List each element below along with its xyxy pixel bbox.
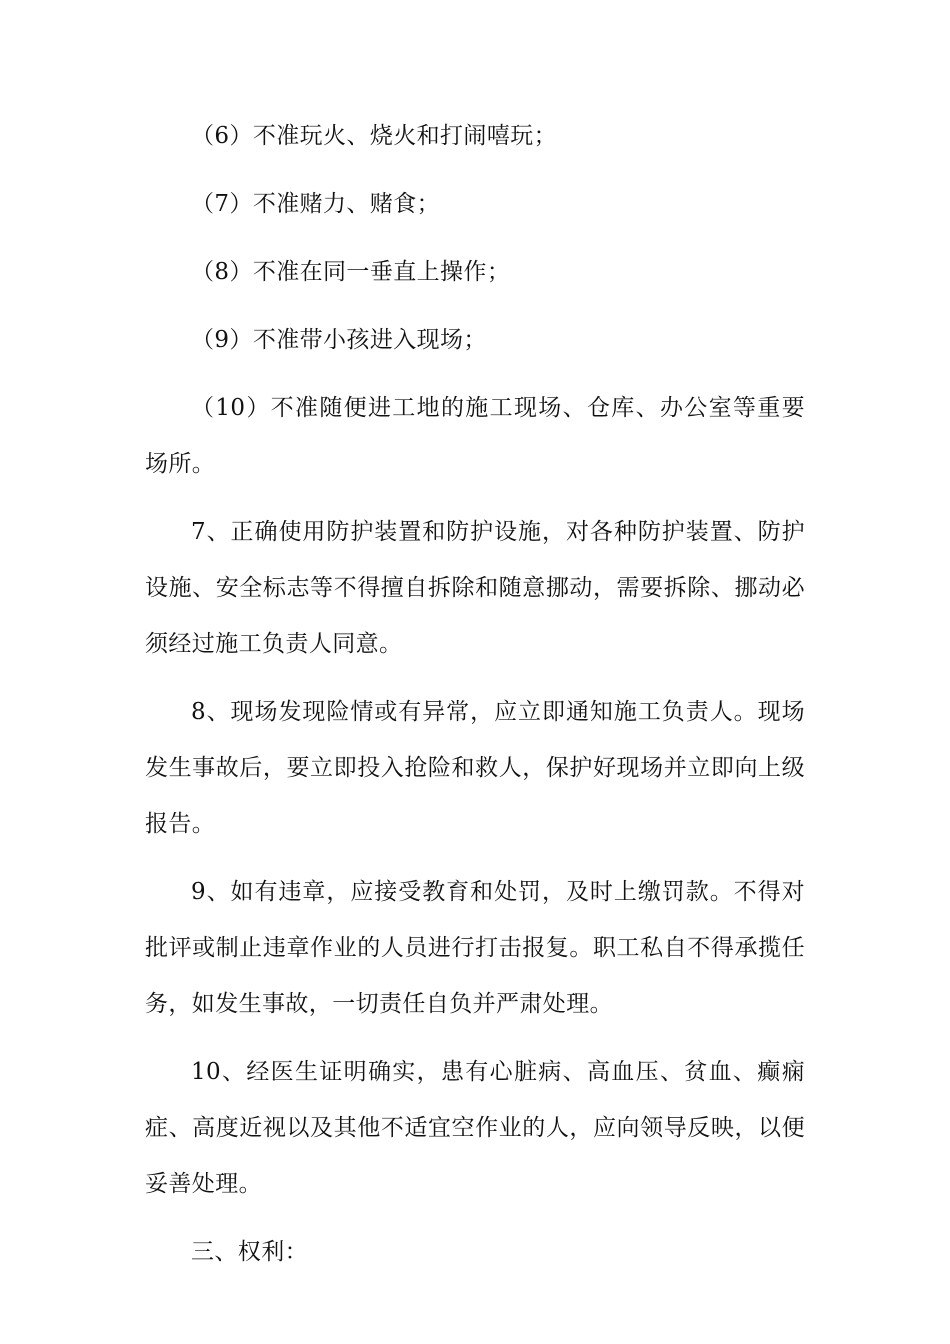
rule-item-8: （8）不准在同一垂直上操作；: [191, 259, 511, 285]
rule-item-10: （10）不准随便进工地的施工现场、仓库、办公室等重要场所。: [145, 395, 805, 477]
section-item-9: 9、如有违章，应接受教育和处罚，及时上缴罚款。不得对批评或制止违章作业的人员进行打击报复。职工私自不得承揽任务，如发生事故，一切责任自负并严肃处理。: [145, 879, 805, 1017]
rule-item-9: （9）不准带小孩进入现场；: [191, 327, 487, 353]
rule-item-6: （6）不准玩火、烧火和打闹嘻玩；: [191, 123, 558, 149]
section-item-8: 8、现场发现险情或有异常，应立即通知施工负责人。现场发生事故后，要立即投入抢险和救人，保护好现场并立即向上级报告。: [145, 699, 805, 837]
section-item-7: 7、正确使用防护装置和防护设施，对各种防护装置、防护设施、安全标志等不得擅自拆除和随意挪动，需要拆除、挪动必须经过施工负责人同意。: [145, 519, 805, 657]
document-body: [145, 108, 805, 1280]
section-heading-rights: 三、权利：: [191, 1239, 308, 1265]
rule-item-7: （7）不准赌力、赌食；: [191, 191, 441, 217]
section-item-10: 10、经医生证明确实，患有心脏病、高血压、贫血、癫痫症、高度近视以及其他不适宜空作业的人，应向领导反映，以便妥善处理。: [145, 1059, 805, 1197]
